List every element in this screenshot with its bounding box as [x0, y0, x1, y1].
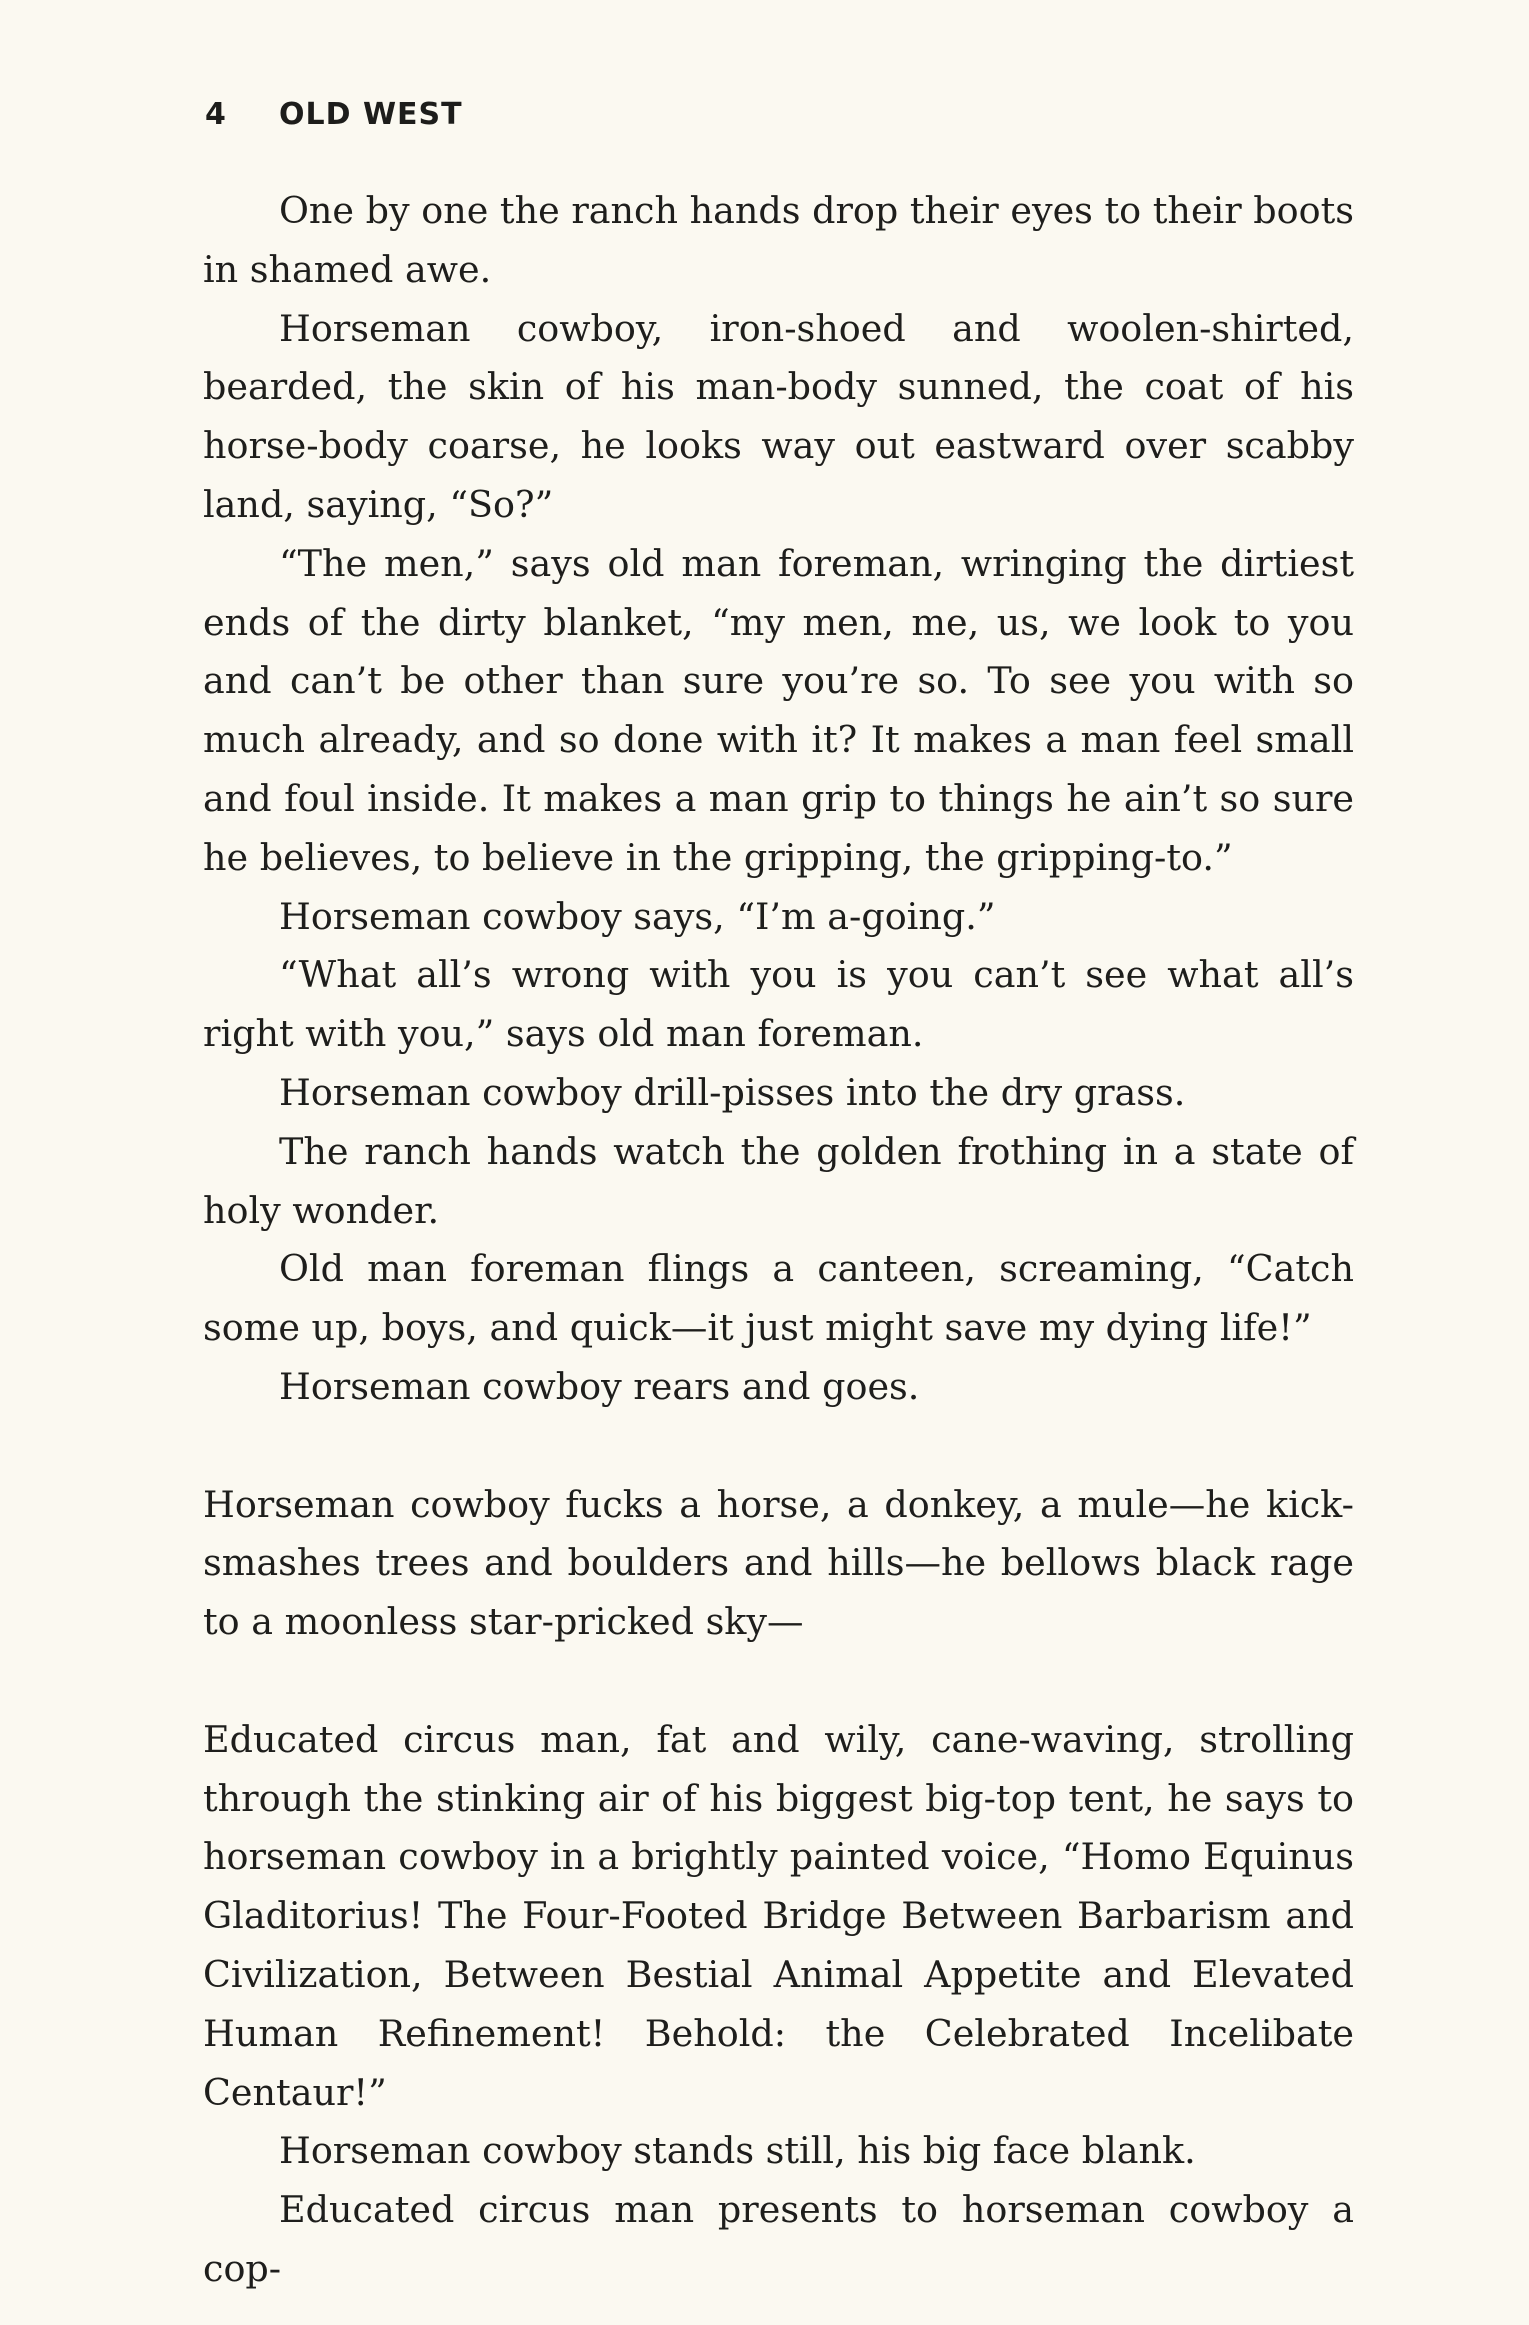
section-break	[203, 1652, 1354, 1711]
page-number: 4	[205, 97, 227, 132]
paragraph: Horseman cowboy drill-pisses into the dry grass.	[279, 1070, 1186, 1114]
paragraph: “The men,” says old man foreman, wringing the dirtiest ends of the dirty blanket, “my men, me, us, we look to you and can’t be other than sure you’re so. To see you with so much already, and so done with it? It makes a man feel small and foul inside. It makes a man grip to things he ain’t so sure he believes, to believe in the gripping, the gripping-to.”	[203, 541, 1354, 879]
paragraph: Horseman cowboy stands still, his big face blank.	[279, 2129, 1196, 2173]
paragraph: Horseman cowboy rears and goes.	[279, 1364, 920, 1408]
section-break	[203, 1417, 1354, 1476]
paragraph: Educated circus man, fat and wily, cane-waving, strolling through the stinking air of his biggest big-top tent, he says to horseman cowboy in a brightly painted voice, “Homo Equinus Gladitorius! The Four-Footed Bridge Between Barbarism and Civilization, Between Bestial Animal Appetite and Elevated Human Refinement! Behold: the Celebrated Incelibate Centaur!”	[203, 1717, 1354, 2114]
running-head	[205, 97, 463, 132]
paragraph: Educated circus man presents to horseman cowboy a cop-	[203, 2188, 1354, 2290]
paragraph: Old man foreman flings a canteen, screaming, “Catch some up, boys, and quick—it just might save my dying life!”	[203, 1247, 1354, 1350]
paragraph: Horseman cowboy, iron-shoed and woolen-shirted, bearded, the skin of his man-body sunned, the coat of his horse-body coarse, he looks way out eastward over scabby land, saying, “So?”	[203, 306, 1354, 526]
body-text	[203, 182, 1354, 2299]
running-title: OLD WEST	[279, 97, 463, 132]
paragraph: One by one the ranch hands drop their eyes to their boots in shamed awe.	[203, 189, 1354, 291]
paragraph: “What all’s wrong with you is you can’t see what all’s right with you,” says old man foreman.	[203, 953, 1354, 1056]
paragraph: Horseman cowboy fucks a horse, a donkey, a mule—he kick-smashes trees and boulders and hills—he bellows black rage to a moonless star-pricked sky—	[203, 1482, 1354, 1644]
paragraph: The ranch hands watch the golden frothing in a state of holy wonder.	[203, 1129, 1354, 1232]
paragraph: Horseman cowboy says, “I’m a-going.”	[279, 894, 996, 938]
